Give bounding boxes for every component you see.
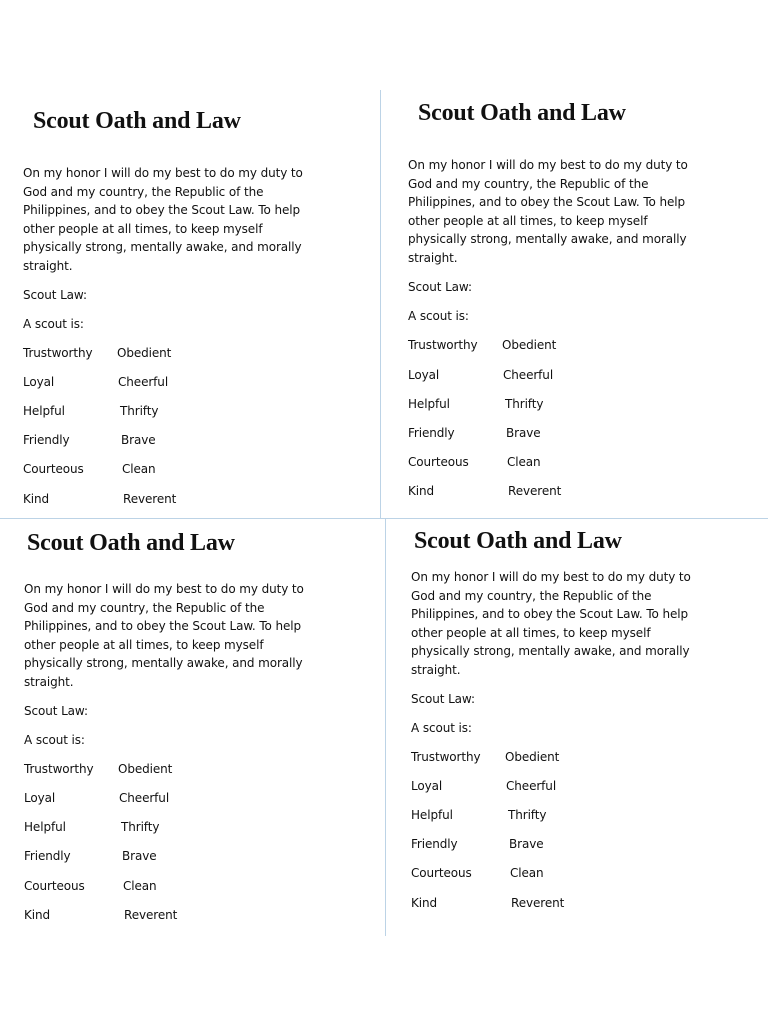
scout-card-top-right bbox=[408, 100, 748, 510]
scout-card-bottom-right bbox=[411, 528, 751, 928]
scout-law-label: Scout Law: bbox=[23, 288, 87, 302]
a-scout-is-label: A scout is: bbox=[408, 309, 469, 323]
vertical-cut-line-top bbox=[380, 90, 381, 518]
scout-law-label: Scout Law: bbox=[24, 704, 88, 718]
law-kind: Kind bbox=[23, 492, 50, 506]
card-title: Scout Oath and Law bbox=[418, 100, 626, 126]
law-trustworthy: Trustworthy bbox=[23, 346, 93, 360]
law-friendly: Friendly bbox=[408, 426, 455, 440]
law-kind: Kind bbox=[24, 908, 51, 922]
law-obedient: Obedient bbox=[118, 762, 173, 776]
law-friendly: Friendly bbox=[23, 433, 70, 447]
law-loyal: Loyal bbox=[408, 368, 440, 382]
law-friendly: Friendly bbox=[24, 849, 71, 863]
law-courteous: Courteous bbox=[408, 455, 469, 469]
law-reverent: Reverent bbox=[124, 908, 178, 922]
a-scout-is-label: A scout is: bbox=[411, 721, 472, 735]
law-reverent: Reverent bbox=[511, 896, 565, 910]
horizontal-cut-line bbox=[0, 518, 768, 519]
card-title: Scout Oath and Law bbox=[414, 528, 622, 554]
scout-card-bottom-left bbox=[24, 530, 364, 930]
law-thrifty: Thrifty bbox=[508, 808, 547, 822]
law-brave: Brave bbox=[509, 837, 544, 851]
law-clean: Clean bbox=[507, 455, 541, 469]
law-loyal: Loyal bbox=[411, 779, 443, 793]
law-clean: Clean bbox=[510, 866, 544, 880]
law-helpful: Helpful bbox=[408, 397, 450, 411]
law-helpful: Helpful bbox=[411, 808, 453, 822]
law-kind: Kind bbox=[411, 896, 438, 910]
law-reverent: Reverent bbox=[508, 484, 562, 498]
card-title: Scout Oath and Law bbox=[27, 530, 235, 556]
vertical-cut-line-bottom bbox=[385, 518, 386, 936]
law-thrifty: Thrifty bbox=[121, 820, 160, 834]
law-cheerful: Cheerful bbox=[119, 791, 170, 805]
law-loyal: Loyal bbox=[23, 375, 55, 389]
law-loyal: Loyal bbox=[24, 791, 56, 805]
a-scout-is-label: A scout is: bbox=[23, 317, 84, 331]
scout-oath-text: On my honor I will do my best to do my duty to God and my country, the Republic of the Philippines, and to obey the Scout Law. To help other people at all times, to keep myself physically strong, mentally awake, and morally straight. bbox=[24, 582, 304, 689]
law-cheerful: Cheerful bbox=[118, 375, 169, 389]
law-thrifty: Thrifty bbox=[505, 397, 544, 411]
law-trustworthy: Trustworthy bbox=[411, 750, 481, 764]
scout-oath-text: On my honor I will do my best to do my duty to God and my country, the Republic of the Philippines, and to obey the Scout Law. To help other people at all times, to keep myself physically strong, mentally awake, and morally straight. bbox=[411, 570, 691, 677]
scout-law-label: Scout Law: bbox=[408, 280, 472, 294]
card-title: Scout Oath and Law bbox=[33, 108, 241, 134]
law-kind: Kind bbox=[408, 484, 435, 498]
law-courteous: Courteous bbox=[411, 866, 472, 880]
law-courteous: Courteous bbox=[24, 879, 85, 893]
a-scout-is-label: A scout is: bbox=[24, 733, 85, 747]
scout-law-label: Scout Law: bbox=[411, 692, 475, 706]
law-brave: Brave bbox=[122, 849, 157, 863]
scout-oath-text: On my honor I will do my best to do my duty to God and my country, the Republic of the Philippines, and to obey the Scout Law. To help other people at all times, to keep myself physically strong, mentally awake, and morally straight. bbox=[23, 166, 303, 273]
law-friendly: Friendly bbox=[411, 837, 458, 851]
law-trustworthy: Trustworthy bbox=[408, 338, 478, 352]
law-brave: Brave bbox=[506, 426, 541, 440]
law-helpful: Helpful bbox=[23, 404, 65, 418]
law-courteous: Courteous bbox=[23, 462, 84, 476]
law-brave: Brave bbox=[121, 433, 156, 447]
law-obedient: Obedient bbox=[505, 750, 560, 764]
law-reverent: Reverent bbox=[123, 492, 177, 506]
law-cheerful: Cheerful bbox=[503, 368, 554, 382]
law-obedient: Obedient bbox=[117, 346, 172, 360]
law-helpful: Helpful bbox=[24, 820, 66, 834]
scout-oath-text: On my honor I will do my best to do my duty to God and my country, the Republic of the Philippines, and to obey the Scout Law. To help other people at all times, to keep myself physically strong, mentally awake, and morally straight. bbox=[408, 158, 688, 265]
law-clean: Clean bbox=[122, 462, 156, 476]
scout-card-top-left bbox=[23, 108, 363, 518]
law-cheerful: Cheerful bbox=[506, 779, 557, 793]
law-clean: Clean bbox=[123, 879, 157, 893]
law-trustworthy: Trustworthy bbox=[24, 762, 94, 776]
law-thrifty: Thrifty bbox=[120, 404, 159, 418]
law-obedient: Obedient bbox=[502, 338, 557, 352]
